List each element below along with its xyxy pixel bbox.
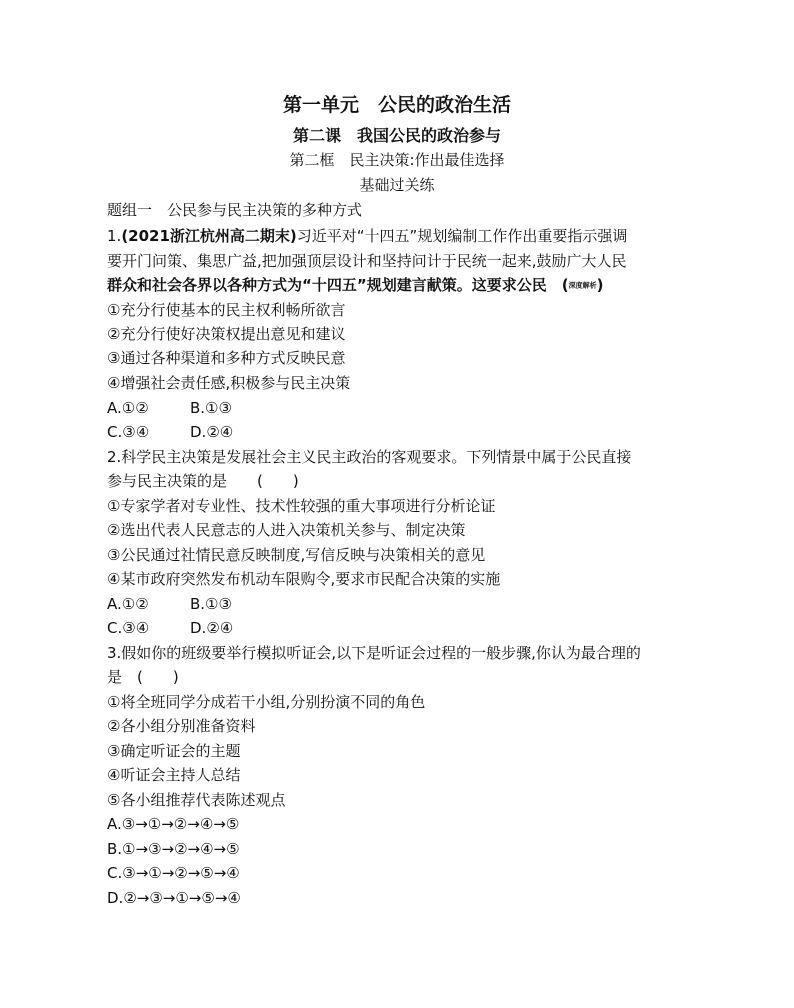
q1-option-c[interactable]: C.③④ [107, 423, 150, 441]
q1-option-a[interactable]: A.①② [107, 399, 149, 417]
frame-title: 第二框 民主决策:作出最佳选择 [289, 151, 505, 169]
lesson-title: 第二课 我国公民的政治参与 [292, 126, 501, 145]
q1-close-bracket: ) [596, 276, 604, 294]
q3-item: ⑤各小组推荐代表陈述观点 [107, 791, 286, 809]
q3-option-a[interactable]: A.③→①→②→④→⑤ [107, 815, 240, 833]
q1-option-b[interactable]: B.①③ [190, 399, 232, 417]
q2-stem-line1: 2.科学民主决策是发展社会主义民主政治的客观要求。下列情景中属于公民直接 [107, 448, 632, 466]
q3-item: ②各小组分别准备资料 [107, 717, 256, 735]
q1-stem-line3 [107, 275, 603, 296]
q1-stem-text3: 群众和社会各界以各种方式为“十四五”规划建言献策。这要求公民 ( [107, 276, 569, 294]
q2-option-b[interactable]: B.①③ [190, 595, 232, 613]
q1-option-d[interactable]: D.②④ [190, 423, 234, 441]
q1-stem-line2: 要开门问策、集思广益,把加强顶层设计和坚持问计于民统一起来,鼓励广大人民 [107, 252, 627, 270]
q2-item: ③公民通过社情民意反映制度,写信反映与决策相关的意见 [107, 546, 486, 564]
q2-option-d[interactable]: D.②④ [190, 619, 234, 637]
q2-item: ④某市政府突然发布机动车限购令,要求市民配合决策的实施 [107, 570, 501, 588]
q1-analysis-tag: 深度解析 [568, 281, 597, 290]
q3-option-c[interactable]: C.③→①→②→⑤→④ [107, 864, 240, 882]
q3-option-b[interactable]: B.①→③→②→④→⑤ [107, 840, 240, 858]
q3-item: ④听证会主持人总结 [107, 766, 241, 784]
group-title: 题组一 公民参与民主决策的多种方式 [107, 201, 363, 219]
q2-option-c[interactable]: C.③④ [107, 619, 150, 637]
q1-stem-line1 [107, 226, 627, 246]
q1-item: ④增强社会责任感,积极参与民主决策 [107, 374, 351, 392]
q1-item: ②充分行使好决策权提出意见和建议 [107, 325, 346, 343]
q1-stem-text1: 习近平对“十四五”规划编制工作作出重要指示强调 [296, 227, 628, 245]
q3-stem-line2: 是 ( ) [107, 668, 179, 686]
q2-option-a[interactable]: A.①② [107, 595, 149, 613]
q3-item: ①将全班同学分成若干小组,分别扮演不同的角色 [107, 693, 426, 711]
q1-source: (2021浙江杭州高二期末) [121, 227, 297, 245]
q1-number: 1. [107, 227, 122, 245]
q3-option-d[interactable]: D.②→③→①→⑤→④ [107, 889, 241, 907]
section-title: 基础过关练 [359, 176, 435, 194]
q1-item: ③通过各种渠道和多种方式反映民意 [107, 349, 346, 367]
q2-item: ②选出代表人民意志的人进入决策机关参与、制定决策 [107, 521, 466, 539]
q3-stem-line1: 3.假如你的班级要举行模拟听证会,以下是听证会过程的一般步骤,你认为最合理的 [107, 644, 641, 662]
q1-item: ①充分行使基本的民主权利畅所欲言 [107, 301, 346, 319]
q2-stem-line2: 参与民主决策的是 ( ) [107, 472, 299, 490]
q2-item: ①专家学者对专业性、技术性较强的重大事项进行分析论证 [107, 497, 496, 515]
q3-item: ③确定听证会的主题 [107, 742, 241, 760]
unit-title: 第一单元 公民的政治生活 [282, 94, 511, 116]
